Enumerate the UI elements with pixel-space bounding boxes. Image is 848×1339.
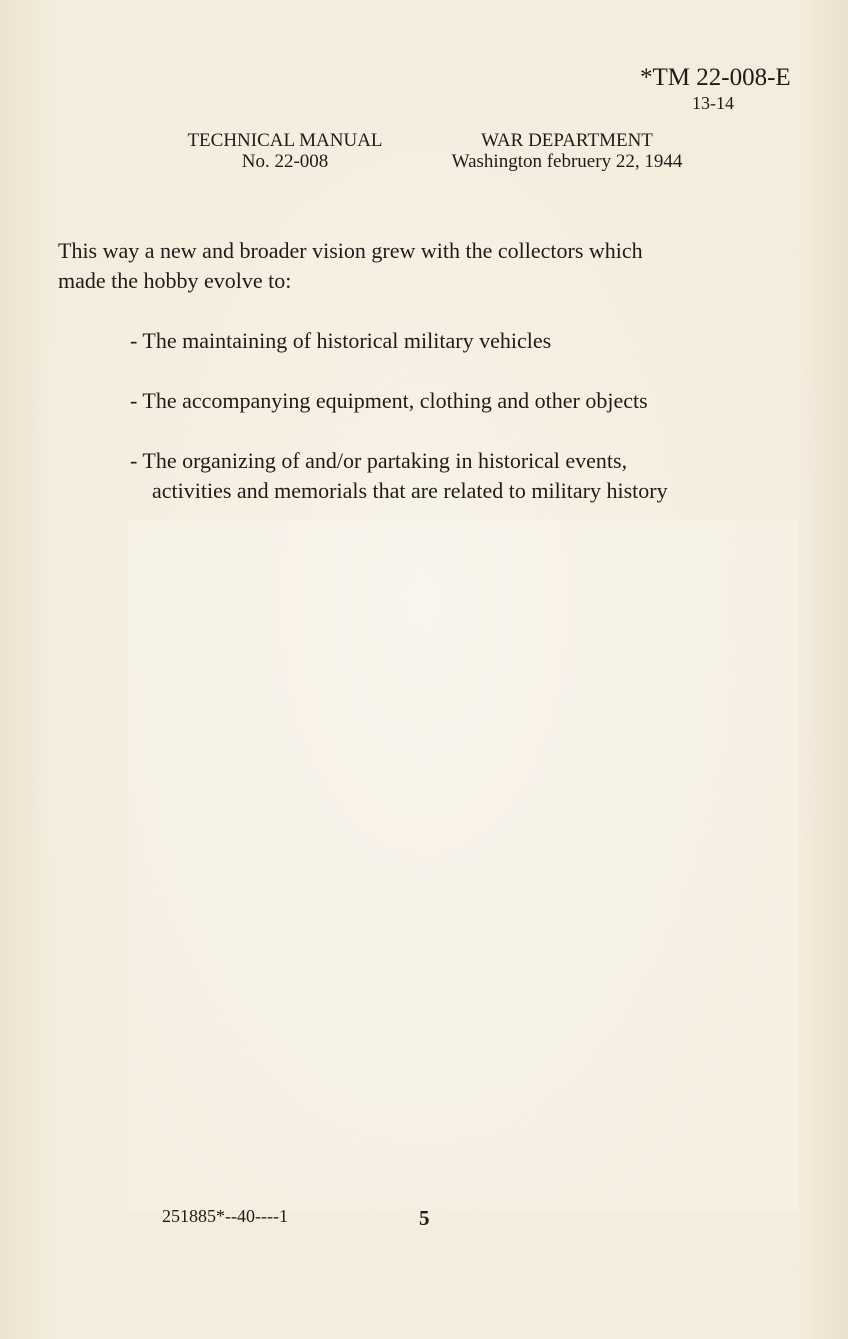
print-code: 251885*--40----1 <box>162 1206 288 1226</box>
header-war-department <box>438 130 696 172</box>
list-item <box>130 386 790 416</box>
faded-bleed-through <box>128 520 798 1210</box>
header-left-title: TECHNICAL MANUAL <box>187 130 383 151</box>
list-item <box>130 446 790 506</box>
intro-line-1: This way a new and broader vision grew with the collectors which <box>58 238 643 263</box>
tm-page-range: 13-14 <box>692 93 734 113</box>
header-technical-manual <box>178 130 392 172</box>
page-number: 5 <box>419 1206 430 1230</box>
list-item-text: - The accompanying equipment, clothing and other objects <box>130 388 648 413</box>
list-item <box>130 326 790 356</box>
list-item-text: - The maintaining of historical military vehicles <box>130 328 552 353</box>
list-item-text-continuation: activities and memorials that are related to military history <box>152 478 668 503</box>
intro-paragraph <box>58 236 778 296</box>
intro-line-2: made the hobby evolve to: <box>58 268 292 293</box>
header-right-date: Washington februery 22, 1944 <box>451 151 683 172</box>
header-right-title: WAR DEPARTMENT <box>481 130 653 151</box>
tm-code: *TM 22-008-E <box>640 64 791 91</box>
header-left-number: No. 22-008 <box>241 151 329 172</box>
list-item-text: - The organizing of and/or partaking in historical events, <box>130 448 628 473</box>
bullet-list <box>130 326 790 536</box>
